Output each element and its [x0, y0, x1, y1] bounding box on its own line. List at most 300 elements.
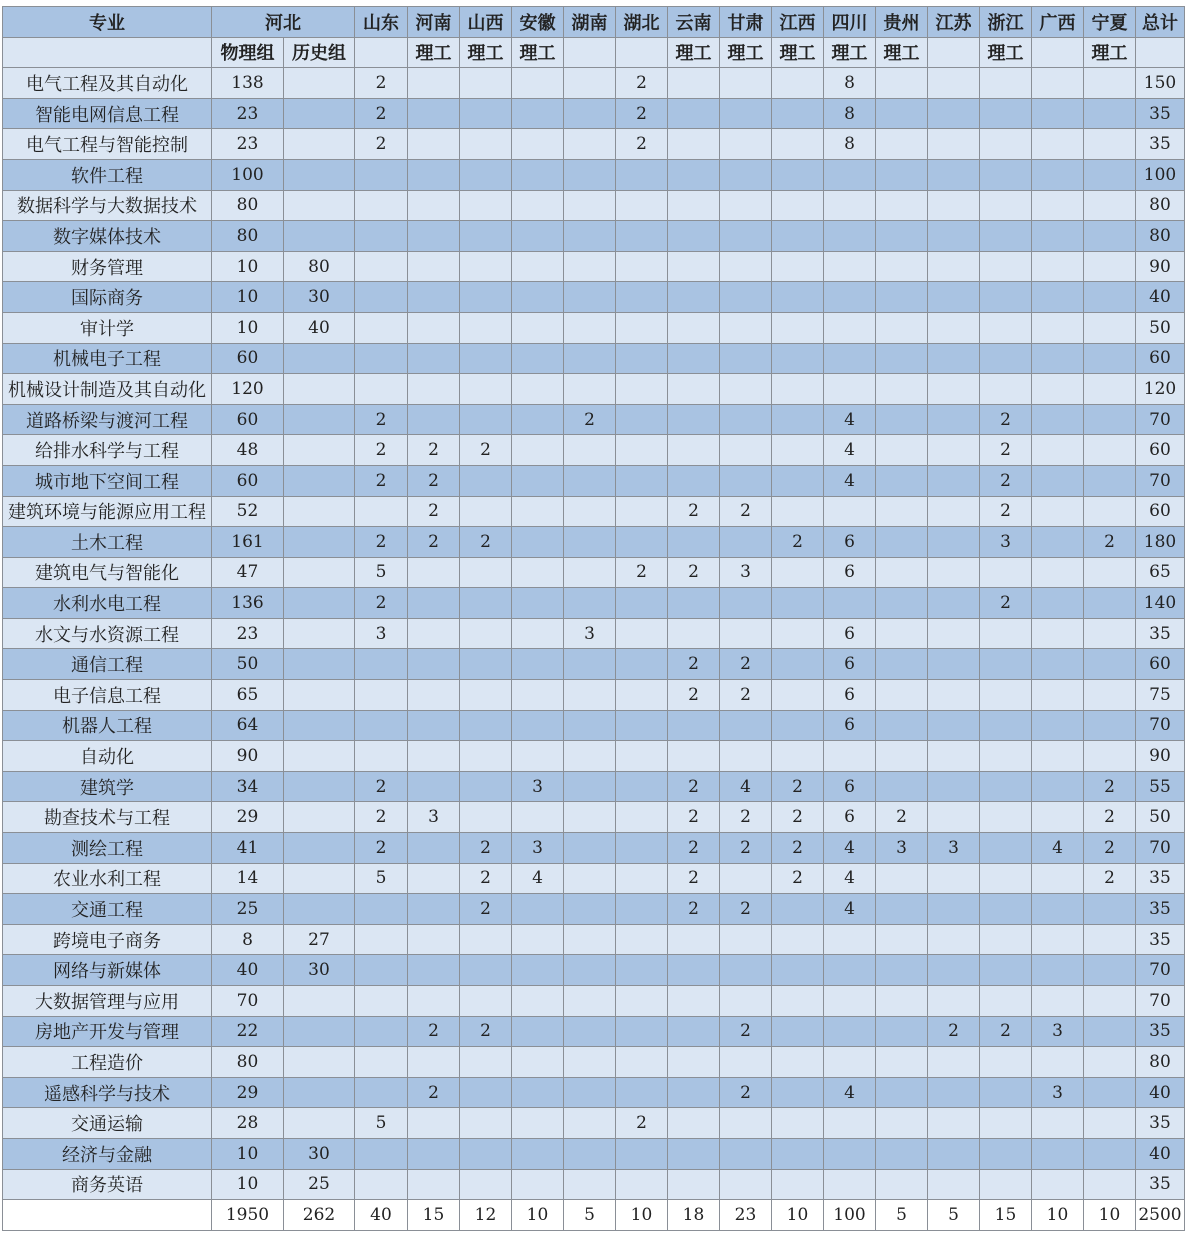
quota-cell	[1032, 557, 1084, 588]
row-total-cell: 60	[1136, 343, 1185, 374]
quota-cell	[460, 282, 512, 313]
quota-cell	[876, 1108, 928, 1139]
row-total-cell: 35	[1136, 1169, 1185, 1200]
quota-cell: 2	[980, 1016, 1032, 1047]
quota-cell	[980, 710, 1032, 741]
quota-cell	[824, 496, 876, 527]
quota-cell	[564, 343, 616, 374]
quota-cell	[460, 924, 512, 955]
quota-cell	[720, 955, 772, 986]
quota-cell	[284, 710, 355, 741]
quota-cell	[876, 557, 928, 588]
table-row	[3, 618, 1185, 649]
quota-cell: 2	[460, 894, 512, 925]
quota-cell: 80	[212, 190, 284, 221]
quota-cell	[284, 1047, 355, 1078]
quota-cell	[876, 190, 928, 221]
quota-cell: 40	[284, 312, 355, 343]
quota-cell	[564, 1047, 616, 1078]
quota-cell	[284, 159, 355, 190]
quota-cell	[668, 1108, 720, 1139]
quota-cell	[355, 221, 408, 252]
quota-cell	[928, 710, 980, 741]
quota-cell	[876, 649, 928, 680]
quota-cell: 23	[212, 618, 284, 649]
major-name-cell: 数字媒体技术	[3, 221, 212, 252]
quota-cell	[616, 496, 668, 527]
row-total-cell: 150	[1136, 68, 1185, 99]
quota-cell	[284, 465, 355, 496]
quota-cell: 80	[284, 251, 355, 282]
quota-cell	[460, 404, 512, 435]
column-total-cell: 40	[355, 1200, 408, 1231]
quota-cell	[355, 159, 408, 190]
quota-cell	[668, 618, 720, 649]
quota-cell	[616, 863, 668, 894]
quota-cell: 5	[355, 557, 408, 588]
quota-cell	[616, 680, 668, 711]
row-total-cell: 70	[1136, 710, 1185, 741]
quota-cell	[1032, 404, 1084, 435]
quota-cell: 3	[408, 802, 460, 833]
table-body	[3, 68, 1185, 1231]
quota-cell	[668, 343, 720, 374]
column-total-cell: 10	[772, 1200, 824, 1231]
quota-cell: 2	[355, 833, 408, 864]
quota-cell: 6	[824, 557, 876, 588]
quota-cell	[408, 1047, 460, 1078]
major-name-cell: 机械电子工程	[3, 343, 212, 374]
row-total-cell: 70	[1136, 465, 1185, 496]
quota-cell	[928, 527, 980, 558]
row-total-cell: 80	[1136, 1047, 1185, 1078]
quota-cell	[876, 435, 928, 466]
quota-cell	[876, 159, 928, 190]
quota-cell	[928, 282, 980, 313]
quota-cell	[460, 1138, 512, 1169]
quota-cell	[928, 1169, 980, 1200]
quota-cell: 3	[876, 833, 928, 864]
row-total-cell: 35	[1136, 1016, 1185, 1047]
major-name-cell: 软件工程	[3, 159, 212, 190]
quota-cell	[564, 496, 616, 527]
quota-cell	[564, 374, 616, 405]
quota-cell	[772, 588, 824, 619]
quota-cell	[1032, 435, 1084, 466]
quota-cell	[460, 129, 512, 160]
quota-cell: 6	[824, 710, 876, 741]
quota-cell	[1084, 374, 1136, 405]
quota-cell	[928, 986, 980, 1017]
quota-cell: 6	[824, 527, 876, 558]
quota-cell	[564, 129, 616, 160]
quota-cell: 30	[284, 955, 355, 986]
column-total-cell: 5	[928, 1200, 980, 1231]
quota-cell: 34	[212, 771, 284, 802]
quota-cell	[284, 863, 355, 894]
quota-cell	[824, 924, 876, 955]
quota-cell	[1084, 1108, 1136, 1139]
quota-cell	[284, 374, 355, 405]
quota-cell: 100	[212, 159, 284, 190]
quota-cell	[512, 159, 564, 190]
quota-cell	[1084, 649, 1136, 680]
quota-cell	[876, 588, 928, 619]
quota-cell	[460, 190, 512, 221]
quota-cell	[460, 649, 512, 680]
quota-cell: 30	[284, 1138, 355, 1169]
major-name-cell: 遥感科学与技术	[3, 1077, 212, 1108]
row-total-cell: 50	[1136, 802, 1185, 833]
quota-cell	[772, 1169, 824, 1200]
quota-cell	[772, 282, 824, 313]
header-hebei: 河北	[212, 7, 355, 38]
quota-cell: 2	[1084, 802, 1136, 833]
quota-cell: 2	[1084, 771, 1136, 802]
quota-cell: 2	[772, 863, 824, 894]
quota-cell	[668, 710, 720, 741]
quota-cell: 2	[355, 802, 408, 833]
header-subject: 理工	[772, 37, 824, 68]
table-row	[3, 343, 1185, 374]
quota-cell: 8	[824, 98, 876, 129]
quota-cell	[616, 1047, 668, 1078]
quota-cell	[616, 404, 668, 435]
table-row	[3, 435, 1185, 466]
row-total-cell: 70	[1136, 986, 1185, 1017]
quota-cell	[284, 771, 355, 802]
quota-cell: 10	[212, 312, 284, 343]
quota-cell	[564, 894, 616, 925]
row-total-cell: 55	[1136, 771, 1185, 802]
row-total-cell: 60	[1136, 496, 1185, 527]
header-row-provinces	[3, 7, 1185, 38]
quota-cell	[772, 159, 824, 190]
quota-cell	[1032, 465, 1084, 496]
quota-cell	[928, 557, 980, 588]
quota-cell	[616, 771, 668, 802]
quota-cell	[460, 955, 512, 986]
quota-cell	[512, 955, 564, 986]
enrollment-table	[2, 6, 1185, 1231]
quota-cell	[720, 221, 772, 252]
quota-cell	[668, 221, 720, 252]
quota-cell	[1032, 1169, 1084, 1200]
quota-cell	[284, 833, 355, 864]
quota-cell	[564, 465, 616, 496]
quota-cell	[616, 618, 668, 649]
quota-cell: 2	[980, 465, 1032, 496]
quota-cell	[772, 741, 824, 772]
row-total-cell: 70	[1136, 833, 1185, 864]
quota-cell: 6	[824, 649, 876, 680]
quota-cell: 2	[720, 802, 772, 833]
quota-cell: 2	[460, 863, 512, 894]
quota-cell	[408, 986, 460, 1017]
quota-cell	[980, 680, 1032, 711]
quota-cell	[772, 496, 824, 527]
header-subject: 理工	[980, 37, 1032, 68]
quota-cell	[1032, 282, 1084, 313]
quota-cell	[355, 282, 408, 313]
quota-cell	[564, 159, 616, 190]
quota-cell	[564, 833, 616, 864]
table-row	[3, 221, 1185, 252]
quota-cell	[1084, 955, 1136, 986]
quota-cell: 10	[212, 282, 284, 313]
quota-cell: 2	[408, 435, 460, 466]
header-province: 江苏	[928, 7, 980, 38]
quota-cell	[408, 404, 460, 435]
quota-cell: 80	[212, 221, 284, 252]
row-total-cell: 35	[1136, 924, 1185, 955]
quota-cell	[1084, 496, 1136, 527]
quota-cell	[460, 1047, 512, 1078]
major-name-cell: 房地产开发与管理	[3, 1016, 212, 1047]
quota-cell	[980, 618, 1032, 649]
quota-cell	[1032, 251, 1084, 282]
quota-cell	[460, 251, 512, 282]
major-name-cell: 农业水利工程	[3, 863, 212, 894]
quota-cell	[1032, 1047, 1084, 1078]
quota-cell	[408, 190, 460, 221]
quota-cell	[824, 221, 876, 252]
quota-cell: 27	[284, 924, 355, 955]
quota-cell: 2	[616, 129, 668, 160]
quota-cell	[355, 312, 408, 343]
quota-cell: 25	[284, 1169, 355, 1200]
quota-cell	[876, 465, 928, 496]
quota-cell	[668, 955, 720, 986]
quota-cell	[824, 955, 876, 986]
quota-cell	[564, 771, 616, 802]
quota-cell	[408, 221, 460, 252]
quota-cell	[772, 465, 824, 496]
quota-cell	[980, 98, 1032, 129]
quota-cell	[460, 68, 512, 99]
quota-cell	[284, 618, 355, 649]
quota-cell	[772, 98, 824, 129]
major-name-cell: 建筑学	[3, 771, 212, 802]
quota-cell	[1032, 618, 1084, 649]
quota-cell: 2	[980, 496, 1032, 527]
quota-cell	[1084, 894, 1136, 925]
quota-cell	[355, 955, 408, 986]
table-row	[3, 680, 1185, 711]
quota-cell	[616, 527, 668, 558]
quota-cell	[616, 1077, 668, 1108]
quota-cell	[1084, 1077, 1136, 1108]
quota-cell: 2	[980, 404, 1032, 435]
quota-cell	[720, 1108, 772, 1139]
quota-cell: 2	[876, 802, 928, 833]
quota-cell	[980, 771, 1032, 802]
quota-cell: 2	[980, 435, 1032, 466]
quota-cell: 3	[564, 618, 616, 649]
row-total-cell: 140	[1136, 588, 1185, 619]
quota-cell	[408, 680, 460, 711]
quota-cell	[928, 496, 980, 527]
quota-cell	[928, 1077, 980, 1108]
quota-cell	[980, 741, 1032, 772]
quota-cell: 2	[668, 649, 720, 680]
major-name-cell: 网络与新媒体	[3, 955, 212, 986]
table-row	[3, 312, 1185, 343]
quota-cell	[668, 741, 720, 772]
quota-cell	[564, 251, 616, 282]
quota-cell	[1084, 557, 1136, 588]
quota-cell	[980, 557, 1032, 588]
major-name-cell: 商务英语	[3, 1169, 212, 1200]
quota-cell	[928, 771, 980, 802]
quota-cell	[720, 129, 772, 160]
quota-cell	[408, 374, 460, 405]
quota-cell	[1084, 465, 1136, 496]
quota-cell	[284, 190, 355, 221]
quota-cell: 2	[720, 894, 772, 925]
major-name-cell: 勘查技术与工程	[3, 802, 212, 833]
quota-cell	[284, 496, 355, 527]
quota-cell	[512, 98, 564, 129]
quota-cell: 65	[212, 680, 284, 711]
quota-cell	[616, 710, 668, 741]
quota-cell: 6	[824, 771, 876, 802]
major-name-cell: 交通工程	[3, 894, 212, 925]
table-row	[3, 282, 1185, 313]
quota-cell: 2	[668, 863, 720, 894]
quota-cell	[720, 863, 772, 894]
quota-cell	[980, 955, 1032, 986]
table-row	[3, 741, 1185, 772]
quota-cell: 23	[212, 98, 284, 129]
table-row	[3, 1077, 1185, 1108]
header-subject: 理工	[824, 37, 876, 68]
quota-cell	[668, 435, 720, 466]
major-name-cell: 工程造价	[3, 1047, 212, 1078]
quota-cell	[720, 251, 772, 282]
quota-cell	[512, 894, 564, 925]
quota-cell	[408, 924, 460, 955]
quota-cell	[1032, 802, 1084, 833]
table-row	[3, 404, 1185, 435]
quota-cell	[980, 1077, 1032, 1108]
header-province: 河南	[408, 7, 460, 38]
quota-cell	[772, 190, 824, 221]
quota-cell	[564, 557, 616, 588]
quota-cell	[980, 312, 1032, 343]
quota-cell	[1084, 588, 1136, 619]
quota-cell	[772, 894, 824, 925]
quota-cell	[824, 251, 876, 282]
quota-cell: 70	[212, 986, 284, 1017]
header-empty	[3, 37, 212, 68]
major-name-cell: 交通运输	[3, 1108, 212, 1139]
quota-cell	[512, 618, 564, 649]
quota-cell	[355, 343, 408, 374]
quota-cell: 2	[460, 435, 512, 466]
quota-cell: 10	[212, 1169, 284, 1200]
quota-cell	[408, 251, 460, 282]
quota-cell	[772, 221, 824, 252]
quota-cell	[408, 312, 460, 343]
row-total-cell: 35	[1136, 1108, 1185, 1139]
quota-cell	[1084, 190, 1136, 221]
quota-cell	[980, 374, 1032, 405]
major-name-cell: 自动化	[3, 741, 212, 772]
quota-cell	[720, 618, 772, 649]
quota-cell	[668, 68, 720, 99]
header-province: 云南	[668, 7, 720, 38]
quota-cell: 6	[824, 618, 876, 649]
quota-cell	[772, 129, 824, 160]
quota-cell	[824, 374, 876, 405]
quota-cell	[564, 527, 616, 558]
quota-cell	[668, 1016, 720, 1047]
table-row	[3, 527, 1185, 558]
header-province: 宁夏	[1084, 7, 1136, 38]
quota-cell	[668, 924, 720, 955]
quota-cell	[1084, 282, 1136, 313]
major-name-cell: 国际商务	[3, 282, 212, 313]
quota-cell	[1084, 98, 1136, 129]
quota-cell	[512, 1138, 564, 1169]
quota-cell	[824, 1108, 876, 1139]
quota-cell	[772, 680, 824, 711]
quota-cell	[876, 374, 928, 405]
quota-cell	[772, 649, 824, 680]
quota-cell	[980, 924, 1032, 955]
quota-cell: 4	[824, 465, 876, 496]
header-province: 浙江	[980, 7, 1032, 38]
major-name-cell: 城市地下空间工程	[3, 465, 212, 496]
table-row	[3, 68, 1185, 99]
quota-cell	[720, 159, 772, 190]
quota-cell: 2	[980, 588, 1032, 619]
quota-cell	[772, 710, 824, 741]
quota-cell	[980, 986, 1032, 1017]
row-total-cell: 40	[1136, 1138, 1185, 1169]
quota-cell	[355, 924, 408, 955]
header-province: 贵州	[876, 7, 928, 38]
quota-cell	[408, 741, 460, 772]
quota-cell	[408, 833, 460, 864]
quota-cell	[408, 649, 460, 680]
quota-cell	[928, 802, 980, 833]
quota-cell	[284, 588, 355, 619]
quota-cell	[284, 986, 355, 1017]
quota-cell: 2	[355, 404, 408, 435]
quota-cell	[772, 374, 824, 405]
major-name-cell: 通信工程	[3, 649, 212, 680]
table-row	[3, 894, 1185, 925]
quota-cell	[408, 68, 460, 99]
row-total-cell: 35	[1136, 618, 1185, 649]
table-row	[3, 955, 1185, 986]
quota-cell	[876, 312, 928, 343]
quota-cell: 2	[1084, 527, 1136, 558]
quota-cell	[928, 924, 980, 955]
column-total-cell: 12	[460, 1200, 512, 1231]
quota-cell	[512, 588, 564, 619]
quota-cell	[824, 343, 876, 374]
table-row	[3, 374, 1185, 405]
quota-cell	[408, 282, 460, 313]
quota-cell	[284, 435, 355, 466]
quota-cell	[928, 129, 980, 160]
quota-cell	[460, 802, 512, 833]
major-name-cell: 审计学	[3, 312, 212, 343]
quota-cell	[928, 190, 980, 221]
